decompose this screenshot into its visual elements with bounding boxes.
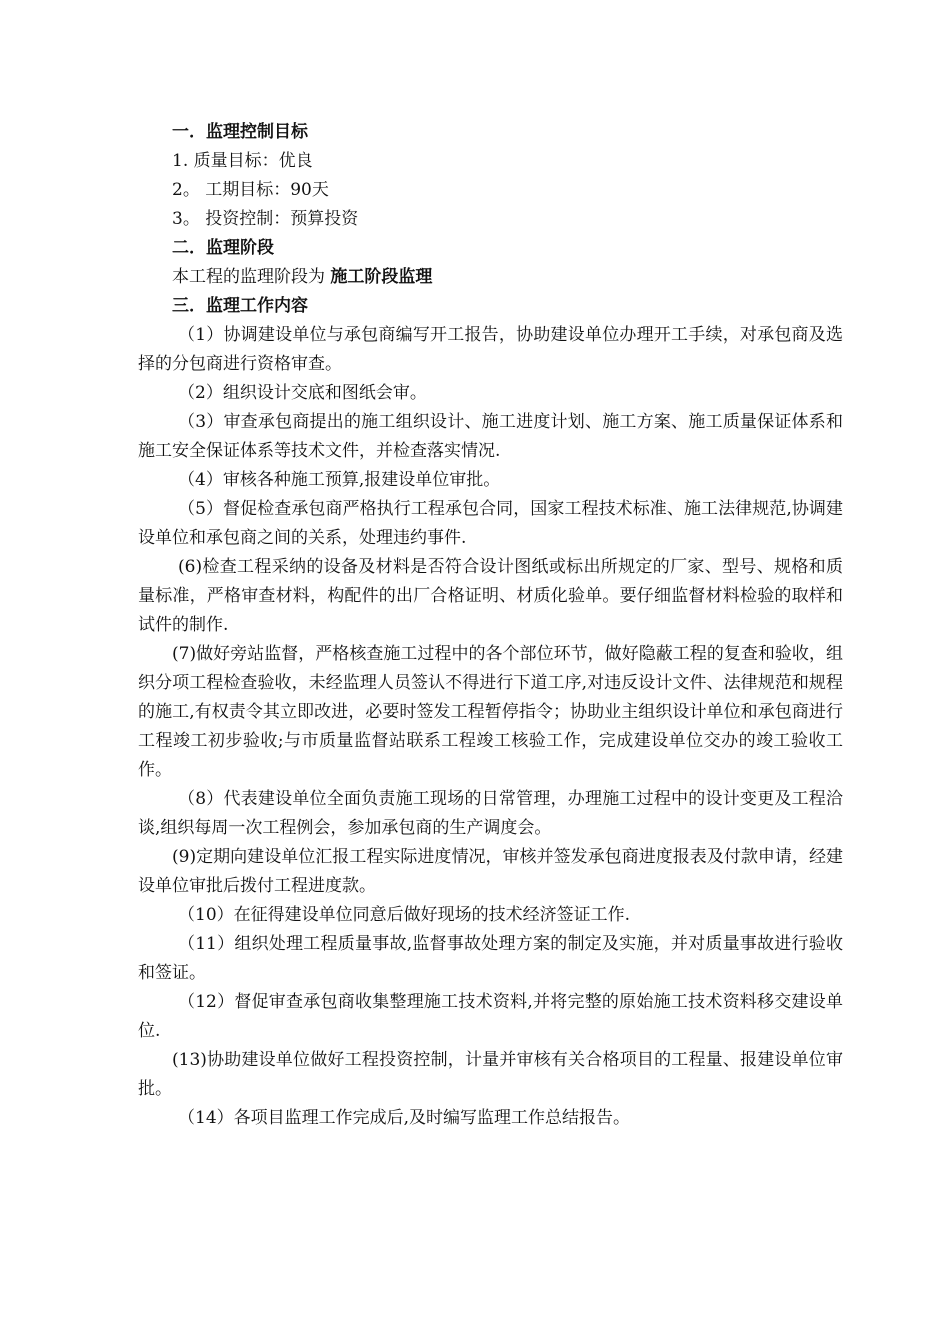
goal-item-schedule: 2。 工期目标：90天 — [172, 180, 329, 200]
work-item-10: （10）在征得建设单位同意后做好现场的技术经济签证工作. — [178, 905, 631, 925]
supervision-stage-prefix: 本工程的监理阶段为 — [172, 267, 331, 287]
work-item-12: （12）督促审查承包商收集整理施工技术资料,并将完整的原始施工技术资料移交建设单位. — [138, 992, 843, 1041]
work-item-4: （4）审核各种施工预算,报建设单位审批。 — [178, 470, 501, 490]
goal-item-quality: 1. 质量目标：优良 — [172, 151, 313, 171]
work-item-6: (6)检查工程采纳的设备及材料是否符合设计图纸或标出所规定的厂家、型号、规格和质量标准，严格审查材料，构配件的出厂合格证明、材质化验单。要仔细监督材料检验的取样和试件的制作. — [138, 557, 843, 635]
work-item-1: （1）协调建设单位与承包商编写开工报告，协助建设单位办理开工手续，对承包商及选择的分包商进行资格审查。 — [138, 325, 843, 374]
work-item-2: （2）组织设计交底和图纸会审。 — [178, 383, 427, 403]
work-item-5: （5）督促检查承包商严格执行工程承包合同，国家工程技术标准、施工法律规范,协调建设单位和承包商之间的关系，处理违约事件. — [138, 499, 843, 548]
section-heading-work-content: 三．监理工作内容 — [172, 296, 308, 316]
document-page — [138, 118, 843, 1133]
work-item-9: (9)定期向建设单位汇报工程实际进度情况，审核并签发承包商进度报表及付款申请，经建设单位审批后拨付工程进度款。 — [138, 847, 843, 896]
work-item-13: (13)协助建设单位做好工程投资控制，计量并审核有关合格项目的工程量、报建设单位审批。 — [138, 1050, 843, 1099]
work-item-14: （14）各项目监理工作完成后,及时编写监理工作总结报告。 — [178, 1108, 631, 1128]
supervision-stage-value: 施工阶段监理 — [330, 267, 433, 287]
section-heading-control-goals: 一．监理控制目标 — [172, 122, 308, 142]
supervision-stage-text — [138, 263, 843, 292]
work-item-11: （11）组织处理工程质量事故,监督事故处理方案的制定及实施，并对质量事故进行验收和签证。 — [138, 934, 843, 983]
work-item-8: （8）代表建设单位全面负责施工现场的日常管理，办理施工过程中的设计变更及工程洽谈,组织每周一次工程例会，参加承包商的生产调度会。 — [138, 789, 843, 838]
section-heading-supervision-stage: 二．监理阶段 — [172, 238, 274, 258]
work-item-7: (7)做好旁站监督，严格核查施工过程中的各个部位环节，做好隐蔽工程的复查和验收，组织分项工程检查验收，未经监理人员签认不得进行下道工序,对违反设计文件、法律规范和规程的施工,有权责令其立即改进，必要时签发工程暂停指令；协助业主组织设计单位和承包商进行工程竣工初步验收;与市质量监督站联系工程竣工核验工作，完成建设单位交办的竣工验收工作。 — [138, 644, 843, 780]
goal-item-investment: 3。 投资控制：预算投资 — [172, 209, 359, 229]
work-item-3: （3）审查承包商提出的施工组织设计、施工进度计划、施工方案、施工质量保证体系和施工安全保证体系等技术文件，并检查落实情况. — [138, 412, 843, 461]
